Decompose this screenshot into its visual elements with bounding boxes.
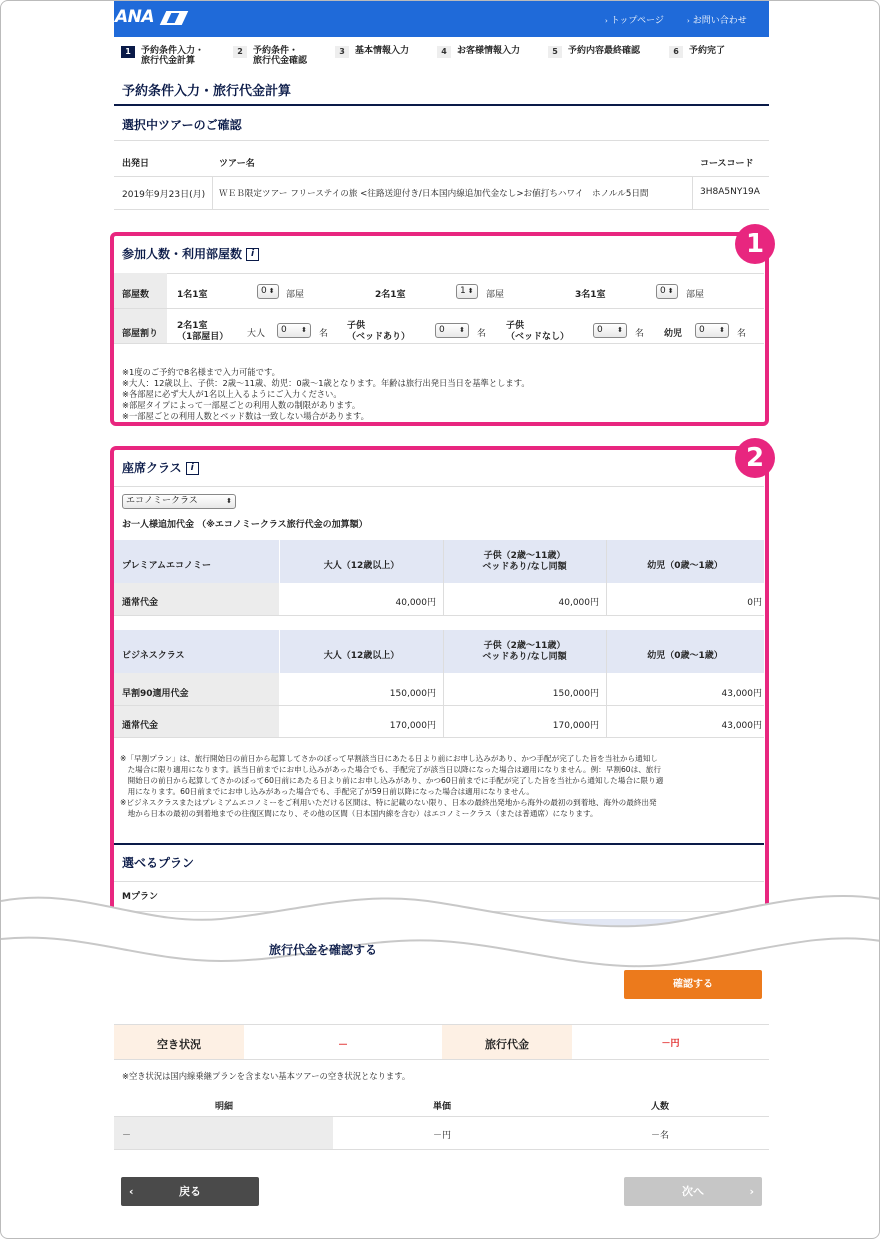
updown-icon: ⬍: [667, 287, 674, 295]
room-type-label: 2名1室: [375, 290, 406, 300]
divider: [114, 140, 769, 141]
child-bed-select[interactable]: 0 ⬍: [435, 323, 469, 338]
premium-class-name: プレミアムエコノミー: [122, 561, 212, 571]
price-infant: 43,000円: [721, 689, 762, 699]
tour-name: ＷＥＢ限定ツアー フリーステイの旅 <往路送迎付き/日本国内線追加代金なし>お値打ちハワイ ホノルル5日間: [219, 189, 649, 199]
room-3-select[interactable]: 0 ⬍: [656, 284, 678, 299]
divider: [114, 881, 764, 882]
logo-text: ANA: [115, 7, 155, 27]
step-5: 5 予約内容最終確認: [548, 46, 640, 58]
plan-name: Mプラン: [122, 892, 158, 902]
info-icon[interactable]: i: [186, 462, 199, 475]
col-child: 子供（2歳〜11歳） ベッドあり/なし同額: [482, 551, 567, 572]
back-button[interactable]: ‹ 戻る: [121, 1177, 259, 1206]
col-child: 子供（2歳〜11歳） ベッドあり/なし同額: [482, 641, 567, 662]
price-child: 40,000円: [558, 598, 599, 608]
room-name: 2名1室 （1部屋目）: [177, 321, 229, 342]
divider: [114, 705, 764, 706]
col-count: 人数: [650, 1102, 669, 1112]
unit-price-value: －円: [432, 1131, 451, 1141]
step-1: 1 予約条件入力・ 旅行代金計算: [121, 46, 204, 66]
updown-icon: ⬍: [268, 287, 275, 295]
row-label: 早割90適用代金: [122, 689, 189, 699]
divider: [114, 1149, 769, 1150]
price-infant: 43,000円: [721, 721, 762, 731]
col-unit-price: 単価: [432, 1102, 451, 1112]
updown-icon: ⬍: [617, 326, 623, 334]
divider: [114, 486, 764, 487]
col-date-header: 出発日: [122, 159, 150, 169]
allocation-label: 部屋割り: [122, 329, 159, 339]
updown-icon: ⬍: [459, 326, 465, 334]
logo-mark-icon: [160, 11, 189, 25]
col-divider: [212, 176, 213, 209]
plans-title: 選べるプラン: [122, 856, 195, 870]
person-unit: 名: [477, 329, 487, 339]
global-header: [114, 1, 769, 37]
badge-2: 2: [735, 438, 775, 478]
divider: [114, 737, 764, 738]
tour-section-title: 選択中ツアーのご確認: [122, 118, 242, 132]
price-label: 旅行代金: [485, 1038, 529, 1051]
infant-label: 幼児: [664, 329, 683, 339]
price-infant: 0円: [747, 598, 762, 608]
chevron-right-icon: ›: [749, 1185, 754, 1198]
chevron-right-icon: ›: [687, 17, 690, 25]
divider: [114, 209, 769, 210]
count-value: －名: [650, 1131, 669, 1141]
page-title: 予約条件入力・旅行代金計算: [122, 84, 292, 99]
confirm-button[interactable]: 確認する: [624, 970, 762, 999]
col-name-header: ツアー名: [219, 159, 255, 169]
step-6: 6 予約完了: [669, 46, 725, 58]
room-type-label: 3名1室: [575, 290, 606, 300]
contact-link[interactable]: › お問い合わせ: [687, 16, 747, 26]
seat-class-select[interactable]: エコノミークラス ⬍: [122, 494, 236, 509]
seat-notes: ※「早割プラン」は、旅行開始日の前日から起算してさかのぼって早割該当日にあたる日より前にお申し込みがあり、かつ手配が完了した旨を当社から通知し た場合に限り適用になります。該当日前までにお申し込みがあった場合でも、手配完了が該当日以降になった場合は適用になりません。例：早割60は、旅行 開始日の前日から起算してさかのぼって60日前にあたる日より前にお申し込みがあり、かつ60日前までに手配が完了した旨を当社から通知した場合に限り適 用になります。60日前までにお申し込みがあった場合でも、手配完了が59日前以降になった場合は適用になりません。 ※ビジネスクラスまたはプレミアムエコノミーをご利用いただける区間は、特に記載のない限り、日本の最終出発地から海外の最初の到着地、海外の最終出発 地から日本の最初の到着地までの往復区間になり、その他の区間（日本国内線を含む）はエコノミークラス（または普通席）になります。: [120, 754, 664, 818]
badge-1: 1: [735, 224, 775, 264]
room-type-label: 1名1室: [177, 290, 208, 300]
col-adult: 大人（12歳以上）: [323, 561, 400, 571]
adult-select[interactable]: 0 ⬍: [277, 323, 311, 338]
rooms-label: 部屋数: [122, 290, 150, 300]
divider: [114, 1059, 769, 1060]
updown-icon: ⬍: [226, 497, 232, 505]
price-value: －円: [661, 1039, 680, 1049]
step-4: 4 お客様情報入力: [437, 46, 520, 58]
infant-select[interactable]: 0 ⬍: [695, 323, 729, 338]
info-icon[interactable]: i: [246, 248, 259, 261]
ana-logo[interactable]: [115, 7, 195, 29]
step-2: 2 予約条件・ 旅行代金確認: [233, 46, 307, 66]
updown-icon: ⬍: [719, 326, 725, 334]
room-2-select[interactable]: 1 ⬍: [456, 284, 478, 299]
price-adult: 40,000円: [395, 598, 436, 608]
chevron-left-icon: ‹: [129, 1185, 134, 1198]
price-adult: 170,000円: [389, 721, 436, 731]
updown-icon: ⬍: [301, 326, 307, 334]
top-page-link[interactable]: › トップページ: [605, 16, 664, 26]
divider: [114, 308, 764, 309]
price-adult: 150,000円: [389, 689, 436, 699]
updown-icon: ⬍: [467, 287, 474, 295]
tour-code: 3H8A5NY19A: [700, 187, 760, 197]
step-3: 3 基本情報入力: [335, 46, 409, 58]
chevron-right-icon: ›: [605, 17, 608, 25]
col-detail: 明細: [214, 1102, 233, 1112]
availability-value: －: [338, 1040, 348, 1051]
col-divider: [692, 176, 693, 209]
person-unit: 名: [737, 329, 747, 339]
participants-title: 参加人数・利用部屋数 i: [122, 245, 259, 262]
business-class-name: ビジネスクラス: [122, 651, 185, 661]
col-code-header: コースコード: [700, 159, 754, 169]
child-bed-label: 子供 （ベッドあり）: [347, 321, 411, 342]
price-child: 150,000円: [552, 689, 599, 699]
progress-steps: [121, 46, 771, 72]
title-divider: [114, 104, 769, 106]
child-nobed-select[interactable]: 0 ⬍: [593, 323, 627, 338]
child-nobed-label: 子供 （ベッドなし）: [506, 321, 570, 342]
availability-note: ※空き状況は国内線乗継プランを含まない基本ツアーの空き状況となります。: [122, 1071, 411, 1081]
col-adult: 大人（12歳以上）: [323, 651, 400, 661]
unit-label: 部屋: [486, 290, 505, 300]
adult-label: 大人: [247, 329, 266, 339]
next-button[interactable]: 次へ ›: [624, 1177, 762, 1206]
price-child: 170,000円: [552, 721, 599, 731]
seat-subheading: お一人様追加代金 （※エコノミークラス旅行代金の加算額）: [122, 520, 368, 530]
torn-edge-divider: [1, 891, 880, 981]
person-unit: 名: [319, 329, 329, 339]
row-label: 通常代金: [122, 598, 159, 608]
divider: [114, 343, 764, 344]
divider: [114, 273, 764, 274]
unit-label: 部屋: [686, 290, 705, 300]
plans-divider: [114, 843, 764, 845]
unit-label: 部屋: [286, 290, 305, 300]
person-unit: 名: [635, 329, 645, 339]
detail-cell-bg: [114, 1117, 333, 1149]
participants-notes: ※1度のご予約で8名様まで入力可能です。 ※大人：12歳以上、子供：2歳〜11歳、幼児：0歳〜1歳となります。年齢は旅行出発日当日を基準とします。 ※各部屋に必ず大人が1名以上入るようにご入力ください。 ※部屋タイプによって一部屋ごとの利用人数の制限があります。 ※一部屋ごとの利用人数とベッド数は一致しない場合があります。: [122, 367, 530, 420]
col-infant: 幼児（0歳〜1歳）: [647, 651, 723, 661]
confirm-title: 旅行代金を確認する: [269, 943, 378, 957]
seat-class-title: 座席クラス i: [122, 459, 199, 476]
col-infant: 幼児（0歳〜1歳）: [647, 561, 723, 571]
detail-value: －: [122, 1131, 132, 1141]
availability-label: 空き状況: [157, 1038, 201, 1051]
room-1-select[interactable]: 0 ⬍: [257, 284, 279, 299]
row-label: 通常代金: [122, 721, 159, 731]
divider: [114, 615, 764, 616]
tour-date: 2019年9月23日(月): [122, 190, 206, 200]
